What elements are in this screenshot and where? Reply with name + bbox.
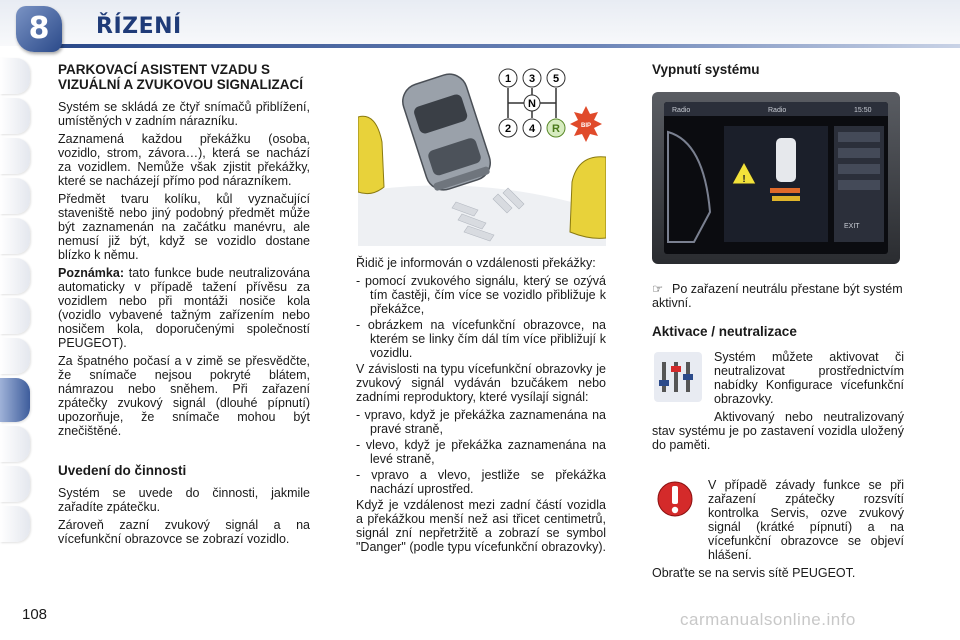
parking-sensor-illustration (358, 62, 606, 246)
note-text: Po zařazení neutrálu přestane být systém aktivní. (652, 282, 903, 310)
section-title-parking-assist: PARKOVACÍ ASISTENT VZADU S VIZUÁLNÍ A ZVUKOVOU SIGNALIZACÍ (58, 62, 303, 92)
gear-label: 5 (552, 73, 560, 85)
dash-item: - vpravo, když je překážka zaznamenána na pravé straně, (356, 408, 606, 436)
column-driver-info (356, 256, 606, 558)
chapter-tab[interactable] (0, 426, 30, 462)
screen-right-label: Radio (768, 107, 787, 114)
chapter-number-badge: 8 (16, 6, 62, 52)
paragraph: Předmět tvaru kolíku, kůl vyznačující staveniště nebo jiný podobný předmět může být zaznamenán na začátku manévru, ale nemusí již být, když se vozidlo dostane blízko k němu. (58, 192, 310, 262)
gear-label: R (552, 123, 560, 135)
multifunction-screen (652, 92, 900, 264)
screen-bottom-label: EXIT (844, 223, 860, 230)
column-system-off (652, 62, 904, 85)
section-title-system-off: Vypnutí systému (652, 62, 760, 77)
chapter-tab[interactable] (0, 506, 30, 542)
header-divider (60, 44, 960, 48)
paragraph: Systém se uvede do činnosti, jakmile zařadíte zpátečku. (58, 486, 310, 514)
chapter-tab[interactable] (0, 218, 30, 254)
note-hand-icon: ☞ (652, 282, 664, 296)
paragraph: Aktivovaný nebo neutralizovaný stav systému je po zastavení vozidla uložený do paměti. (652, 410, 904, 452)
paragraph: Když je vzdálenost mezi zadní částí vozidla a překážkou menší než asi třicet centimetrů, signál zní nepřetržitě a zobrazí se symbol "Danger" (podle typu vícefunkční obrazovky). (356, 498, 606, 554)
page-number: 108 (22, 606, 48, 623)
paragraph: Za špatného počasí a v zimě se přesvědčte, že snímače nejsou pokryté blátem, námrazou nebo sněhem. Při zařazení zpátečky zvukový signál (dlouhé pípnutí) upozorňuje, že snímače mohou být znečištěné. (58, 354, 310, 438)
screen-image (664, 102, 888, 254)
screen-time: 15:50 (854, 107, 872, 114)
neutral-note (652, 282, 904, 310)
screen-display (664, 102, 888, 254)
paragraph: Řidič je informován o vzdálenosti překážky: (356, 256, 596, 270)
chapter-tab[interactable] (0, 178, 30, 214)
activation-text (652, 350, 904, 456)
chapter-tab[interactable] (0, 58, 30, 94)
paragraph: Obraťte se na servis sítě PEUGEOT. (652, 566, 856, 580)
paragraph: V závislosti na typu vícefunkční obrazovky je zvukový signál vydáván bzučákem nebo zadními reproduktory, které vysílají signál: (356, 362, 606, 404)
paragraph: V případě závady funkce se při zařazení zpátečky rozsvítí kontrolka Servis, ozve zvukový signál (krátké pípnutí) a na vícefunkční obrazovce se objeví hlášení. (708, 478, 904, 562)
column-parking-assist (58, 62, 310, 550)
dash-item: - vpravo a vlevo, jestliže se překážka nachází uprostřed. (356, 468, 606, 496)
dash-item: - pomocí zvukového signálu, který se ozývá tím častěji, čím více se vozidlo přibližuje k překážce, (356, 274, 606, 316)
gear-label: 4 (528, 123, 536, 135)
paragraph: Systém můžete aktivovat či neutralizovat prostřednictvím nabídky Konfigurace vícefunkční obrazovky. (714, 350, 904, 406)
paragraph: Systém se skládá ze čtyř snímačů přiblížení, umístěných v zadním nárazníku. (58, 100, 310, 128)
gear-label: 3 (528, 73, 536, 85)
note-paragraph (58, 266, 310, 350)
beep-label: BIP (580, 123, 592, 129)
gear-label: N (528, 98, 536, 110)
chapter-tab[interactable] (0, 138, 30, 174)
svg-text:!: ! (742, 174, 746, 185)
fault-warning-text (652, 478, 904, 584)
dash-item: - vlevo, když je překážka zaznamenána na levé straně, (356, 438, 606, 466)
note-label: Poznámka: (58, 266, 124, 280)
screen-left-label: Radio (672, 107, 691, 114)
dash-item: - obrázkem na vícefunkční obrazovce, na kterém se linky čím dál tím více přibližují k vozidlu. (356, 318, 606, 360)
chapter-tab[interactable] (0, 258, 30, 294)
section-title-start: Uvedení do činnosti (58, 463, 187, 478)
chapter-tab-active[interactable] (0, 378, 30, 422)
note-text: tato funkce bude neutralizována automaticky v případě tažení přívěsu za vozidlem nebo při montáži nosiče kola (vozidlo vybavené tažným zařízením nebo nosičem kola, doporučenými společností PEUGEOT). (58, 266, 310, 350)
gear-label: 2 (504, 123, 512, 135)
chapter-tabs (0, 58, 30, 546)
chapter-tab[interactable] (0, 298, 30, 334)
chapter-tab[interactable] (0, 466, 30, 502)
gear-label: 1 (504, 73, 512, 85)
section-title-activation: Aktivace / neutralizace (652, 324, 797, 339)
chapter-tab[interactable] (0, 338, 30, 374)
paragraph: Zároveň zazní zvukový signál a na vícefunkční obrazovce se zobrazí vozidlo. (58, 518, 310, 546)
watermark: carmanualsonline.info (680, 610, 856, 629)
paragraph: Zaznamená každou překážku (osoba, vozidlo, strom, závora…), která se nachází za vozidlem. Nemůže však zjistit překážky, které se nacházejí přímo pod nárazníkem. (58, 132, 310, 188)
chapter-title: ŘÍZENÍ (96, 14, 182, 39)
chapter-tab[interactable] (0, 98, 30, 134)
